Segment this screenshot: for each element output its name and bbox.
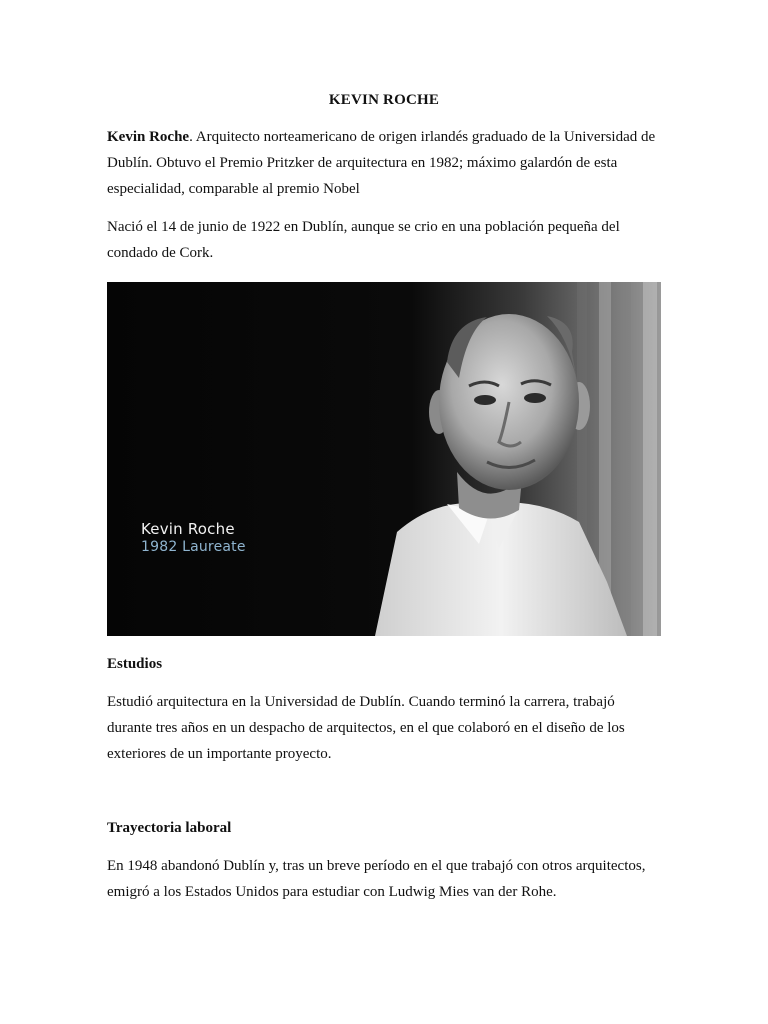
estudios-heading: Estudios [107,656,163,672]
birth-line-1: Nació el 14 de junio de 1922 en Dublín, aunque se crio en una población pequeña del [107,219,620,235]
birth-line-2: condado de Cork. [107,245,214,261]
birth-paragraph [107,214,667,266]
estudios-line-1: Estudió arquitectura en la Universidad de Dublín. Cuando terminó la carrera, trabajó [107,694,615,710]
trayectoria-paragraph [107,853,667,905]
trayectoria-heading: Trayectoria laboral [107,820,232,836]
intro-line-1 [107,124,667,150]
estudios-line-3: exteriores de un importante proyecto. [107,746,332,762]
intro-line-1-text: . Arquitecto norteamericano de origen irlandés graduado de la Universidad de [189,129,656,145]
trayectoria-line-1: En 1948 abandonó Dublín y, tras un breve período en el que trabajó con otros arquitectos, [107,858,646,874]
intro-line-3: especialidad, comparable al premio Nobel [107,181,360,197]
intro-bold-name: Kevin Roche [107,129,190,145]
estudios-line-2: durante tres años en un despacho de arquitectos, en el que colaboró en el diseño de los [107,720,625,736]
trayectoria-line-2: emigró a los Estados Unidos para estudiar con Ludwig Mies van der Rohe. [107,884,557,900]
estudios-paragraph [107,689,667,767]
photo-caption-name: Kevin Roche [141,520,235,538]
portrait-photo [107,282,661,636]
intro-line-2: Dublín. Obtuvo el Premio Pritzker de arquitectura en 1982; máximo galardón de esta [107,155,618,171]
photo-caption-subtitle: 1982 Laureate [141,539,246,555]
portrait-illustration [107,282,661,636]
page-title: KEVIN ROCHE [328,92,440,108]
intro-paragraph [107,124,667,202]
